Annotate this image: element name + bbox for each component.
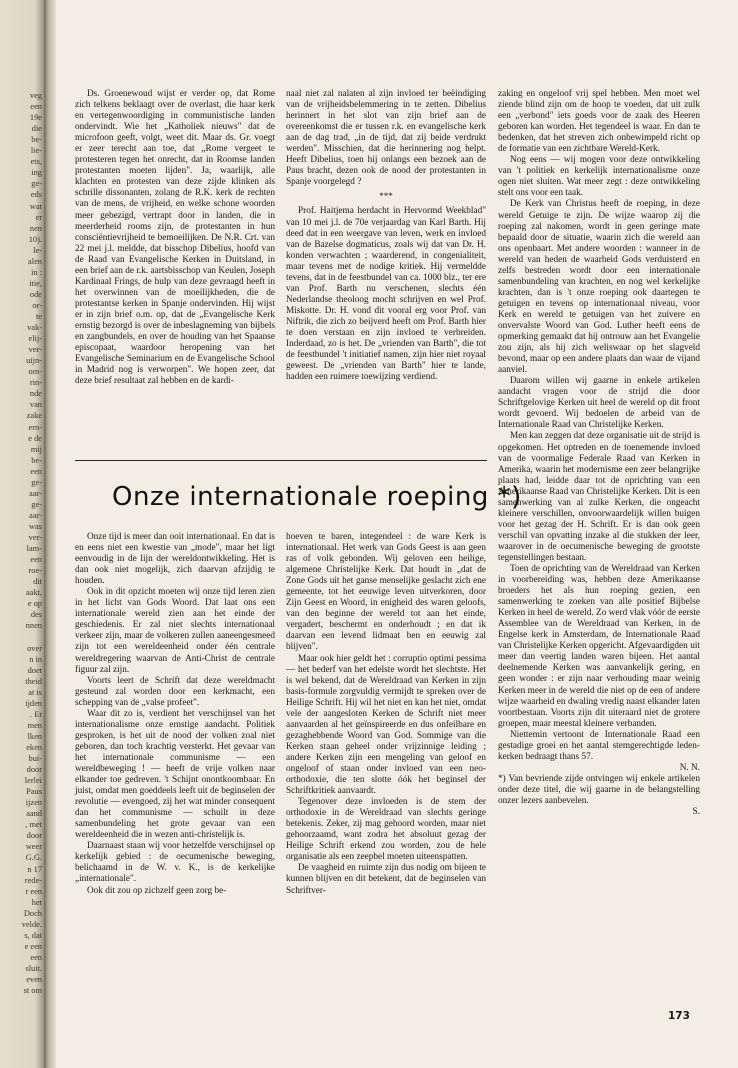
gutter-fragment: ing bbox=[31, 168, 42, 178]
gutter-fragment: over bbox=[27, 643, 42, 653]
gutter-fragment: e de bbox=[28, 433, 42, 443]
gutter-fragment: veg bbox=[29, 91, 42, 100]
gutter-fragment: een bbox=[30, 952, 42, 962]
gutter-fragment: theid bbox=[25, 676, 42, 686]
gutter-fragment: ern- bbox=[28, 422, 42, 432]
gutter-fragment: uijn- bbox=[26, 356, 42, 366]
paragraph: Ook dit zou op zichzelf geen zorg be- bbox=[87, 885, 227, 896]
gutter-fragment: eds bbox=[30, 190, 42, 200]
column-article-left bbox=[75, 532, 275, 897]
gutter-fragment: wat bbox=[29, 201, 42, 211]
gutter-fragment: n 17 bbox=[27, 864, 42, 874]
gutter-fragment: aand bbox=[26, 809, 42, 819]
gutter-fragment: te bbox=[35, 312, 42, 321]
gutter-fragment: in : bbox=[31, 267, 42, 277]
paragraph: Ds. Groenewoud wijst er verder op, dat Rome zich telkens beklaagt over de overlast, die haar kerk en vertegenwoordiging in communistische landen ondervindt. Wie het „Katholiek nieuws" dat de microfoon geeft, volgt, weet dit. Maar ds. Gr. voegt er zeer terecht aan toe, dat „Rome vergeet te protesteren tegen het onrecht, dat in Roomse landen protestanten moeten lijden". Ja, waarlijk, alle klachten en protesten van deze zijde klinken als schrille dissonanten, zolang de R.K. kerk de rechten van de mens, de vrijheid, en welke schone woorden meer gebezigd, vertrapt door in landen, die in meerderheid rooms zijn, de protestanten in hun consciëntievrijheid te bemoeilijken. De N.R. Crt. van 22 mei j.l. meldde, dat bisschop Dibelius, hoofd van de Raad van Evangelische Kerken in Duitsland, in een brief aan de r.k. aartsbisschop van Keulen, Joseph Kardinaal Frings, de hulp van deze gevraagd heeft in het overwinnen van de moeilijkheden, die de protestantse kerken in Spanje ondervinden. Hij wijst er in zijn brief o.m. op, dat de „Evangelische Kerk ernstig bezorgd is over de inbeslagneming van bijbels en zangbundels, en over de houding van het Spaanse episcopaat, waardoor heropening van het Evangelische Seminarium en de Evangelische School in Madrid nog is verworpen". We hopen zeer, dat deze brief resultaat zal hebben en de kardi- bbox=[75, 89, 275, 387]
paragraph: Prof. Haitjema herdacht in Hervormd Weekblad" van 10 mei j.l. de 70e verjaardag van Karl Barth. Hij deed dat in een weergave van leven, werk en invloed van de Bazelse dogmaticus, zoals wij dat van Dr. H. konden verwachten ; waarderend, in congenialiteit, maar tevens met de nodige kritiek. Hij vermeldde tevens, dat in de feestbundel van ca. 1000 blz., ter ere van Prof. Barth nu verschenen, slechts één Nederlandse theoloog mocht schrijven en wel Prof. Miskotte. Dr. H. vond dit vooral erg voor Prof. van Niftrik, die zich zo beijverd heeft om Prof. Barth hier te doen verstaan en zijn invloed te verbreiden. Inderdaad, zo is het. De „vrienden van Barth", die tot de feestbundel 't initiatief namen, zijn hier niet royaal geweest. De „vrienden van Barth" hier te lande, hadden een ruimere toewijzing verdiend. bbox=[286, 206, 486, 383]
gutter-fragment: doet bbox=[27, 665, 42, 675]
paragraph: Daarom willen wij gaarne in enkele artikelen aandacht vragen voor de strijd die door Schriftgelovige Kerken uit heel de wereld op dit front wordt gevoerd. Wij bedoelen de arbeid van de Internationale Raad van Christelijke Kerken. bbox=[498, 376, 700, 431]
gutter-fragment: e op bbox=[27, 599, 42, 609]
gutter-fragment: die bbox=[31, 124, 42, 134]
gutter-fragment: aar- bbox=[29, 488, 42, 498]
page-number: 173 bbox=[668, 1010, 690, 1022]
paragraph: Ook in dit opzicht moeten wij onze tijd leren zien in het licht van Gods Woord. Dat laat ons een internationale wereld zien aan het einde der geschiedenis. Er zal niet slechts internationaal verkeer zijn, maar de volkeren zullen aaneengesmeed zijn tot een wereldeenheid onder één centrale wereldregering waarvan de Anti-Christ de centrale figuur zal zijn. bbox=[75, 587, 275, 675]
gutter-fragment: weer bbox=[25, 842, 42, 852]
column-article-middle bbox=[286, 532, 486, 897]
paragraph: zaking en ongeloof vrij spel hebben. Men moet wel ziende blind zijn om de hoop te voeden, dat uit zulk een „verbond" iets goeds voor de zaak des Heeren geboren kan worden. Het tegendeel is waar. En dan te bedenken, dat het streven zich onbewimpeld richt op de formatie van een zichtbare Wereld-Kerk. bbox=[498, 89, 700, 155]
gutter-fragment: at is bbox=[28, 687, 42, 697]
gutter-fragment: een bbox=[30, 555, 42, 565]
gutter-fragment: dit bbox=[33, 577, 42, 587]
gutter-fragment: ge- bbox=[31, 477, 42, 487]
gutter-fragment: ets, bbox=[30, 157, 42, 167]
paragraph: Toen de oprichting van de Wereldraad van Kerken in voorbereiding was, hebben deze Amerikaanse broeders het als hun roeping gezien, een samenwerking te zoeken van alle positief Bijbelse Kerken in heel de wereld. Zo werd vlak vóór de eerste Assemblee van de Wereldraad van Kerken, in de Engelse kerk in Amsterdam, de Internationale Raad van Christelijke Kerken opgericht. Afgevaardigden uit meer dan veertig landen waren bijeen. Het aantal deelnemende Kerken was aanvankelijk gering, en geen wonder : er zijn naar verhouding maar weinig Kerken meer in de wereld die niet op de een of andere wijze waarheid en dwaling vredig naast elkander laten voortbestaan. Voorts zijn dit uiteraard niet de grotere groepen, maar meestal kleinere verbanden. bbox=[498, 564, 700, 729]
gutter-fragment: sluit. bbox=[25, 963, 42, 973]
paragraph: naal niet zal nalaten al zijn invloed ter beëindiging van de vrijheidsbelemmering in te zetten. Dibelius herinnert in het slot van zijn brief aan de overeenkomst die er tussen r.k. en evangelische kerk aan de dag trad, „in de tijd, dat zij beide verdrukt werden". Misschien, dat die herinnering nog helpt. Heeft Dibelius, toen hij onlangs een bezoek aan de Paus bracht, dezen ook de nood der protestanten in Spanje voorgelegd ? bbox=[286, 89, 486, 188]
paragraph: hoeven te baren, integendeel : de ware Kerk is internationaal. Het werk van Gods Geest is aan geen ras of volk gebonden. Wij geloven een heilige, algemene Christelijke Kerk. Dat houdt in „dat de Zone Gods uit het ganse menselijke geslacht zich ene gemeente, tot het eeuwige leven uitverkoren, door Zijn Geest en Woord, in enigheid des waren geloofs, van den beginne der wereld tot aan het einde, vergadert, beschermt en onderhoudt ; en dat ik daarvan een levend lidmaat ben en eeuwig zal blijven". bbox=[286, 532, 486, 653]
column-top-middle bbox=[286, 89, 486, 383]
gutter-fragment: Paus bbox=[26, 787, 42, 797]
gutter-fragment: be- bbox=[31, 135, 42, 145]
gutter-fragment: door bbox=[26, 765, 42, 775]
gutter-fragment: het bbox=[31, 897, 42, 907]
gutter-fragment: roe- bbox=[28, 566, 42, 576]
gutter-fragment: des bbox=[30, 610, 42, 620]
footnote: *) Van bevriende zijde ontvingen wij enkele artikelen onder deze titel, die wij gaarne in de belangstelling onzer lezers aanbevelen. bbox=[498, 773, 700, 806]
gutter-fragment: 10). bbox=[28, 234, 42, 244]
gutter-fragment: een bbox=[30, 466, 42, 476]
gutter-fragment: , met bbox=[25, 820, 42, 830]
article-title: Onze internationale roeping *) bbox=[112, 482, 522, 512]
gutter-fragment: lerlei bbox=[24, 776, 42, 786]
gutter-fragment: ver- bbox=[28, 345, 42, 355]
gutter-fragment: r een bbox=[25, 886, 42, 896]
gutter-fragment: st om bbox=[23, 986, 42, 996]
gutter-fragment: or- bbox=[32, 300, 42, 310]
paragraph: Niettemin vertoont de Internationale Raad een gestadige groei en het aantal stemgerechtigde leden-kerken bedraagt thans 57. bbox=[498, 729, 700, 762]
gutter-fragment: velde. bbox=[21, 919, 42, 929]
gutter-fragment: s, dat bbox=[24, 930, 42, 940]
gutter-fragment: 19e bbox=[29, 113, 42, 123]
gutter-fragment: lam- bbox=[26, 544, 42, 554]
gutter-fragment: rede- bbox=[24, 875, 42, 885]
gutter-fragment: ge- bbox=[31, 499, 42, 509]
gutter-fragment: ijden bbox=[25, 698, 42, 708]
gutter-fragment: itie, bbox=[29, 278, 42, 288]
paragraph: Men kan zeggen dat deze organisatie uit de strijd is opgekomen. Het optreden en de toenemende invloed van de voormalige Federale Raad van Kerken in Amerika, waarin het modernisme een zeer belangrijke plaats had, leidde daar tot de oprichting van een Amerikaanse Raad van Christelijke Kerken. Dit is een samenwerking van al zulke Kerken, die ongeacht kleinere verschillen, onvoorwaardelijk willen buigen voor het gezag der H. Schrift. Er is dan ook geen verschil van opvatting inzake al die stukken der leer, waarover in de oecumenische beweging de grootste tegenstellingen bestaan. bbox=[498, 431, 700, 563]
signature: S. bbox=[692, 807, 700, 818]
paragraph: Maar ook hier geldt het : corruptio optimi pessima — het bederf van het edelste wordt het slechtste. Het is wel bekend, dat de Wereldraad van Kerken in zijn basis-formule zorgvuldig vermijdt te spreken over de Heilige Schrift. Hij wil het niet en kan het niet, omdat vele der aangesloten Kerken de Schrift niet meer aanvaarden al het geïnspireerde en dus onfeilbare en gezaghebbende Woord van God. Sommige van die Kerken staan geheel onder vrijzinnige leiding ; andere Kerken zijn een mengeling van geloof en ongeloof of staan onder invloed van een neo-orthodoxie, die ten slotte óók het beginsel der Schriftkritiek aanvaardt. bbox=[286, 653, 486, 797]
paragraph: Voorts leert de Schrift dat deze wereldmacht gesteund zal worden door een kerkmacht, een schepping van de „valse profeet". bbox=[75, 675, 275, 708]
gutter-fragment: le- bbox=[33, 245, 42, 255]
gutter-fragment: aakt, bbox=[25, 588, 42, 598]
gutter-fragment: aar- bbox=[29, 510, 42, 520]
gutter-fragment: even bbox=[26, 975, 42, 984]
gutter-fragment: ode bbox=[29, 289, 42, 299]
gutter-fragment: was bbox=[28, 521, 42, 531]
column-right bbox=[498, 89, 700, 818]
gutter-fragment: eken bbox=[26, 742, 42, 752]
gutter-fragment: nnen bbox=[25, 621, 42, 631]
gutter-fragment: G.G. bbox=[25, 853, 42, 863]
gutter-fragment: alen bbox=[28, 256, 42, 266]
gutter-fragment: rin- bbox=[29, 378, 42, 388]
gutter-fragment: elij- bbox=[28, 334, 42, 344]
gutter-fragment: lken bbox=[27, 731, 42, 741]
gutter-fragment: e een bbox=[24, 941, 42, 951]
gutter-fragment: mij bbox=[30, 444, 42, 454]
paragraph: Waar dit zo is, verdient het verschijnsel van het internationalisme onze ernstige aandacht. Politiek gesproken, is het uit de nood der volken zoal niet geboren, dan toch krachtig versterkt. Het gevaar van het internationale communisme — een wereldbeweging ! — heeft de vrije volken naar elkander toe gedreven. 't Schijnt onontkoombaar. En juist, omdat men goeddeels leeft uit de beginselen der revolutie — evengoed, zij het wat minder consequent dan het communisme — schuilt in deze samenbundeling het grote gevaar van een wereldeenheid die in wezen anti-christelijk is. bbox=[75, 708, 275, 841]
paragraph: Tegenover deze invloeden is de stem der orthodoxie in de Wereldraad van slechts geringe betekenis. Zeker, zij mag gehoord worden, maar niet gehoorzaamd, want zodra het absoluut gezag der Heilige Schrift erkend zou worden, zou de hele organisatie als een zeepbel moeten uiteenspatten. bbox=[286, 797, 486, 863]
gutter-fragment: ge- bbox=[31, 179, 42, 189]
gutter-fragment: door bbox=[26, 831, 42, 841]
section-separator: *** bbox=[379, 191, 393, 202]
gutter-fragment: . Er bbox=[29, 709, 42, 719]
gutter-fragment: nde bbox=[29, 389, 42, 399]
gutter-fragment: er bbox=[35, 212, 42, 222]
gutter-fragment: ver- bbox=[28, 533, 42, 542]
gutter-fragment: zake bbox=[26, 411, 42, 421]
gutter-fragment: van bbox=[29, 400, 42, 410]
signature: N. N. bbox=[679, 762, 700, 773]
gutter-fragment: Doch bbox=[23, 908, 42, 918]
column-top-left bbox=[75, 89, 275, 387]
paragraph: Daarnaast staan wij voor hetzelfde verschijnsel op kerkelijk gebied : de oecumenische beweging, belichaamd in de W. v. K., is de kerkelijke „internationale". bbox=[75, 841, 275, 885]
paragraph: De vaagheid en ruimte zijn dus nodig om bijeen te kunnen blijven en dit betekent, dat de beginselen van Schriftver- bbox=[286, 863, 486, 896]
gutter-fragment: bui- bbox=[28, 754, 42, 763]
paragraph: Nog eens — wij mogen voor deze ontwikkeling van 't politiek en kerkelijk internationalisme onze ogen niet sluiten. Wat meer zegt : deze ontwikkeling stelt ons voor een taak. bbox=[498, 155, 700, 199]
gutter-fragment: vak- bbox=[27, 323, 42, 333]
gutter-fragment: om- bbox=[28, 367, 42, 377]
gutter-fragment: ijzen bbox=[25, 798, 42, 808]
paragraph: De Kerk van Christus heeft de roeping, in deze wereld Getuige te zijn. De wijze waarop zij die roeping zal nakomen, wordt in geen geringe mate bepaald door de situatie, waarin zich die wereld aan ons openbaart. Met andere woorden : wanneer in de wereld van heden de waarheid Gods verduisterd en zelfs bestreden wordt door een internationale samenbundeling van krachten, en nog wel kerkelijke krachten, dan is 't onze roeping ook daartegen te getuigen en tevens op internationaal niveau, voor Kerk en wereld te getuigen van het zuivere en onvervalste Woord van God. Luther heeft eens de opmerking gemaakt dat hij ontrouw aan het Evangelie zou zijn, als hij zich weliswaar op het slagveld bevond, maar op een andere plaats dan waar de vijand aanviel. bbox=[498, 199, 700, 376]
gutter-fragment bbox=[2, 631, 42, 642]
gutter-fragment: lie- bbox=[30, 146, 42, 156]
adjacent-page-gutter bbox=[0, 0, 44, 1068]
section-divider-rule bbox=[75, 460, 487, 461]
gutter-fragment: n in bbox=[29, 654, 42, 664]
book-fold-shadow bbox=[44, 0, 56, 1068]
gutter-fragment: nen bbox=[29, 223, 42, 233]
gutter-fragment: een bbox=[30, 102, 42, 112]
paragraph: Onze tijd is meer dan ooit internationaal. En dat is en eens niet een kwestie van „mode", maar het ligt eenvoudig in de lijn der wereldontwikkeling. Het is dan ook niet mogelijk, zich daarvan afzijdig te houden. bbox=[75, 532, 275, 587]
gutter-fragment: men bbox=[27, 720, 42, 730]
gutter-fragment: be- bbox=[31, 455, 42, 465]
